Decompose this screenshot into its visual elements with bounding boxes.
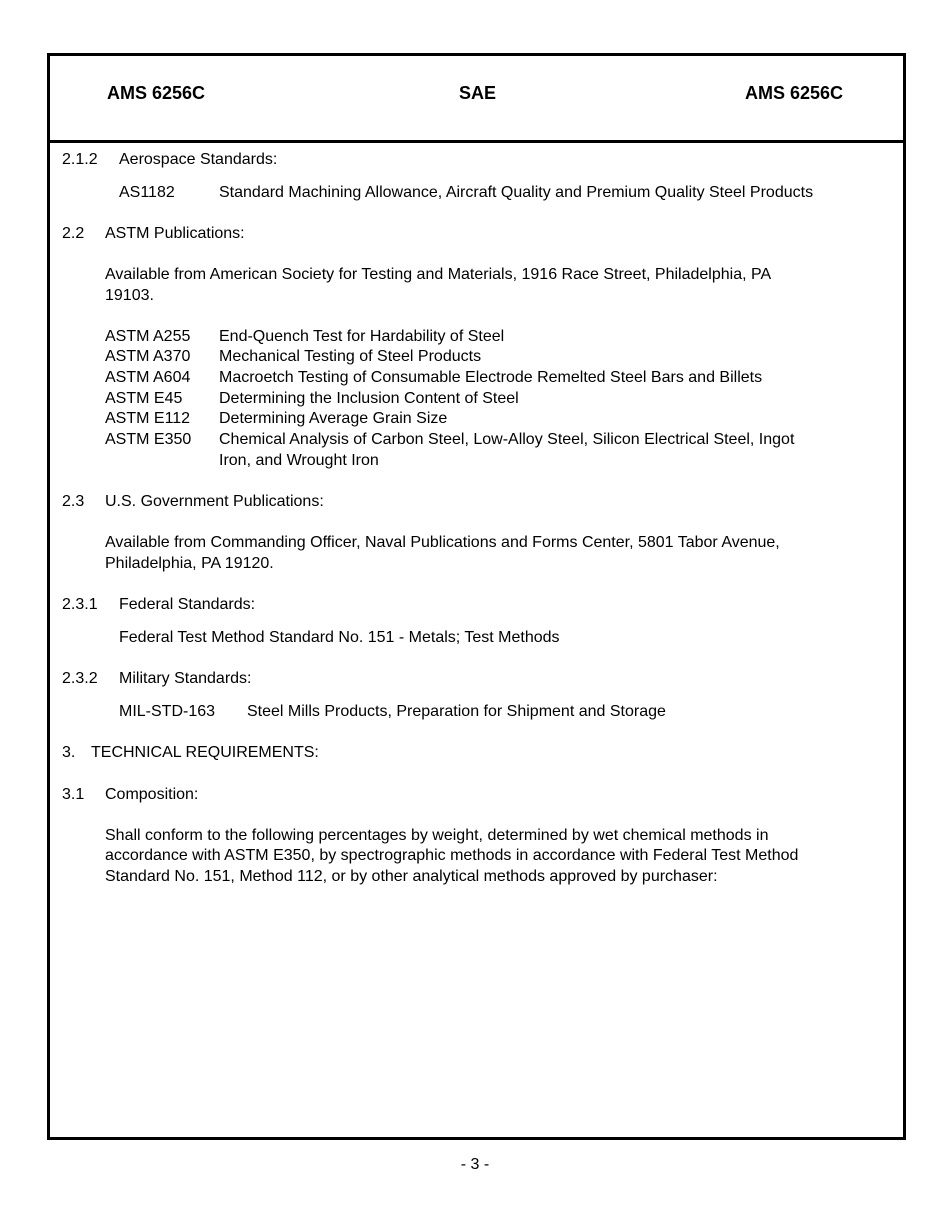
ref-code: ASTM E45 <box>105 390 183 407</box>
section-title: ASTM Publications: <box>105 225 245 242</box>
ref-code: MIL-STD-163 <box>119 703 216 720</box>
section-number: 2.3.1 <box>62 596 98 613</box>
header-org: SAE <box>459 83 497 103</box>
section-number: 3.1 <box>62 786 85 803</box>
ref-code: AS1182 <box>119 184 175 201</box>
availability-text: Philadelphia, PA 19120. <box>105 555 274 572</box>
page-header <box>50 56 903 143</box>
section-number: 2.3.2 <box>62 670 98 687</box>
section-number: 2.2 <box>62 225 85 242</box>
section-title: TECHNICAL REQUIREMENTS: <box>91 744 319 761</box>
section-title: U.S. Government Publications: <box>105 493 324 510</box>
ref-description: Macroetch Testing of Consumable Electrode Remelted Steel Bars and Billets <box>219 369 763 386</box>
ref-description: Chemical Analysis of Carbon Steel, Low-Alloy Steel, Silicon Electrical Steel, Ingot <box>219 431 795 448</box>
paragraph-text: Shall conform to the following percentages by weight, determined by wet chemical methods in <box>105 827 769 844</box>
ref-description: Standard Machining Allowance, Aircraft Quality and Premium Quality Steel Products <box>219 184 814 201</box>
ref-description: Determining the Inclusion Content of Steel <box>219 390 519 407</box>
section-number: 2.1.2 <box>62 151 98 168</box>
availability-text: Available from American Society for Testing and Materials, 1916 Race Street, Philadelphia, PA <box>105 266 772 283</box>
ref-code: ASTM A370 <box>105 348 191 365</box>
paragraph-text: Standard No. 151, Method 112, or by other analytical methods approved by purchaser: <box>105 868 718 885</box>
ref-description: Steel Mills Products, Preparation for Shipment and Storage <box>247 703 666 720</box>
ref-code: ASTM A604 <box>105 369 191 386</box>
section-number: 3. <box>62 744 76 761</box>
ref-code: ASTM A255 <box>105 328 191 345</box>
ref-description: End-Quench Test for Hardability of Steel <box>219 328 505 345</box>
ref-description: Federal Test Method Standard No. 151 - Metals; Test Methods <box>119 629 560 646</box>
ref-code: ASTM E112 <box>105 410 191 427</box>
section-title: Aerospace Standards: <box>119 151 278 168</box>
availability-text: Available from Commanding Officer, Naval Publications and Forms Center, 5801 Tabor Avenue, <box>105 534 780 551</box>
section-title: Federal Standards: <box>119 596 256 613</box>
availability-text: 19103. <box>105 287 154 304</box>
ref-description-continued: Iron, and Wrought Iron <box>219 452 379 469</box>
section-number: 2.3 <box>62 493 85 510</box>
header-doc-number-right: AMS 6256C <box>745 83 844 103</box>
ref-description: Mechanical Testing of Steel Products <box>219 348 482 365</box>
ref-description: Determining Average Grain Size <box>219 410 448 427</box>
ref-code: ASTM E350 <box>105 431 192 448</box>
header-doc-number-left: AMS 6256C <box>107 83 206 103</box>
paragraph-text: accordance with ASTM E350, by spectrographic methods in accordance with Federal Test Method <box>105 847 799 864</box>
section-title: Military Standards: <box>119 670 252 687</box>
page-number: - 3 - <box>460 1156 490 1173</box>
section-title: Composition: <box>105 786 199 803</box>
